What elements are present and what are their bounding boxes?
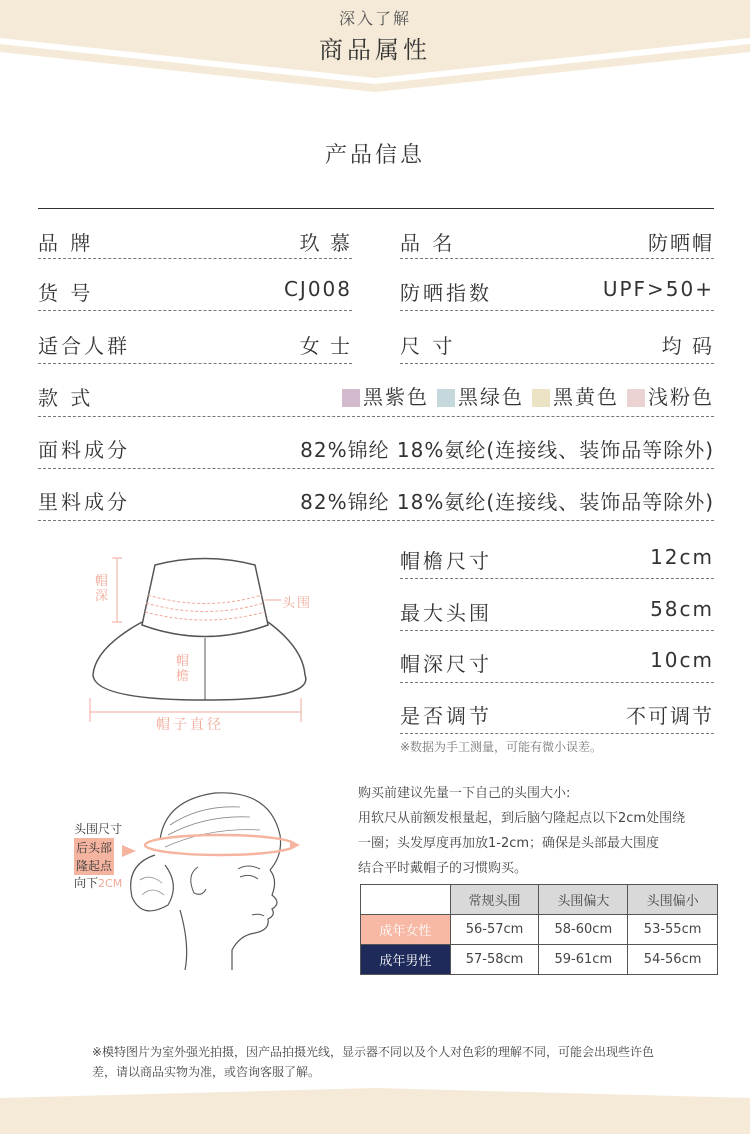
color-swatch (532, 389, 550, 407)
head-label-circumference: 头围尺寸 (74, 822, 123, 836)
row-divider (400, 363, 714, 364)
guide-line: 用软尺从前额发根量起，到后脑勺隆起点以下2cm处围绕 (358, 811, 686, 826)
color-disclaimer: ※模特图片为室外强光拍摄，因产品拍摄光线，显示器不同以及个人对色彩的理解不同，可能会出现些许色差，请以商品实物为准，或咨询客服了解。 (92, 1045, 655, 1079)
spec-head-label: 最大头围 (400, 601, 492, 625)
table-cell: 56-57cm (450, 915, 539, 945)
color-swatch (627, 389, 645, 407)
spec-head-value: 58cm (650, 597, 714, 621)
hat-brim-label: 帽檐 (176, 654, 190, 684)
row-divider (400, 310, 714, 311)
audience-value: 女 士 (299, 334, 352, 358)
color-option (437, 381, 524, 410)
color-name: 黑绿色 (458, 385, 524, 409)
hat-depth-label: 帽深 (95, 574, 109, 604)
footer-band (0, 1088, 750, 1134)
table-cell: 58-60cm (539, 915, 628, 945)
fabric-label: 面料成分 (38, 438, 130, 462)
header-subtitle: 深入了解 (338, 9, 411, 28)
top-divider (38, 208, 714, 209)
guide-line: 结合平时戴帽子的习惯购买。 (358, 861, 528, 876)
color-swatch (437, 389, 455, 407)
color-name: 黑黄色 (553, 385, 619, 409)
row-divider (38, 520, 714, 521)
sku-label: 货 号 (38, 281, 94, 305)
brand-value: 玖 慕 (299, 231, 352, 255)
size-table (360, 884, 718, 975)
fabric-value: 82%锦纶 18%氨纶(连接线、装饰品等除外) (300, 438, 714, 462)
row-divider (38, 363, 352, 364)
color-option (627, 381, 714, 410)
row-divider (400, 630, 714, 631)
row-divider (38, 310, 352, 311)
spec-brim-value: 12cm (650, 545, 714, 569)
row-divider (400, 682, 714, 683)
spec-brim-label: 帽檐尺寸 (400, 549, 492, 573)
head-label-down (74, 874, 122, 891)
sku-value: CJ008 (283, 277, 352, 301)
brand-label: 品 牌 (38, 231, 94, 255)
spec-depth-value: 10cm (650, 648, 714, 672)
table-header-cell: 常规头围 (450, 885, 539, 915)
table-cell: 59-61cm (539, 945, 628, 975)
row-label-women: 成年女性 (361, 915, 451, 945)
hat-head-label: 头围 (282, 596, 313, 611)
table-header-row (361, 885, 718, 915)
row-divider (400, 733, 714, 734)
size-value: 均 码 (661, 334, 714, 358)
row-divider (400, 578, 714, 579)
guide-line: 购买前建议先量一下自己的头围大小: (358, 786, 571, 801)
guide-line: 一圈；头发厚度再加放1-2cm；确保是头部最大围度 (358, 836, 660, 851)
head-label-down-prefix: 向下 (74, 876, 99, 890)
table-row (361, 945, 718, 975)
color-option (342, 381, 429, 410)
lining-value: 82%锦纶 18%氨纶(连接线、装饰品等除外) (300, 490, 714, 514)
spec-adjust-label: 是否调节 (400, 704, 492, 728)
product-name-label: 品 名 (400, 231, 456, 255)
color-options (334, 381, 714, 410)
lining-label: 里料成分 (38, 490, 130, 514)
color-option (532, 381, 619, 410)
row-divider (400, 258, 714, 259)
head-label-bump: 隆起点 (74, 856, 114, 875)
spec-depth-label: 帽深尺寸 (400, 652, 492, 676)
product-name-value: 防晒帽 (648, 231, 714, 255)
measurement-note: ※数据为手工测量，可能有微小误差。 (400, 740, 603, 754)
head-illustration (120, 785, 300, 970)
header-title: 商品属性 (319, 36, 431, 64)
spec-adjust-value: 不可调节 (626, 704, 714, 728)
table-corner-cell (361, 885, 451, 915)
table-header-cell: 头围偏大 (539, 885, 628, 915)
upf-label: 防晒指数 (400, 281, 492, 305)
hat-diagram (85, 550, 315, 740)
upf-value: UPF>50+ (602, 277, 714, 301)
head-label-down-value: 2CM (98, 877, 123, 890)
style-label: 款 式 (38, 386, 94, 410)
table-cell: 54-56cm (628, 945, 718, 975)
table-cell: 53-55cm (628, 915, 718, 945)
table-header-cell: 头围偏小 (628, 885, 718, 915)
color-name: 浅粉色 (648, 385, 714, 409)
head-label-back: 后头部 (74, 838, 114, 857)
hat-diameter-label: 帽子直径 (156, 717, 224, 733)
row-divider (38, 258, 352, 259)
table-row (361, 915, 718, 945)
audience-label: 适合人群 (38, 334, 130, 358)
row-divider (38, 468, 714, 469)
table-cell: 57-58cm (450, 945, 539, 975)
section-title: 产品信息 (324, 143, 425, 168)
arrow-right-icon (122, 845, 136, 857)
color-name: 黑紫色 (363, 385, 429, 409)
row-label-men: 成年男性 (361, 945, 451, 975)
size-label: 尺 寸 (400, 334, 456, 358)
row-divider (38, 416, 714, 417)
color-swatch (342, 389, 360, 407)
